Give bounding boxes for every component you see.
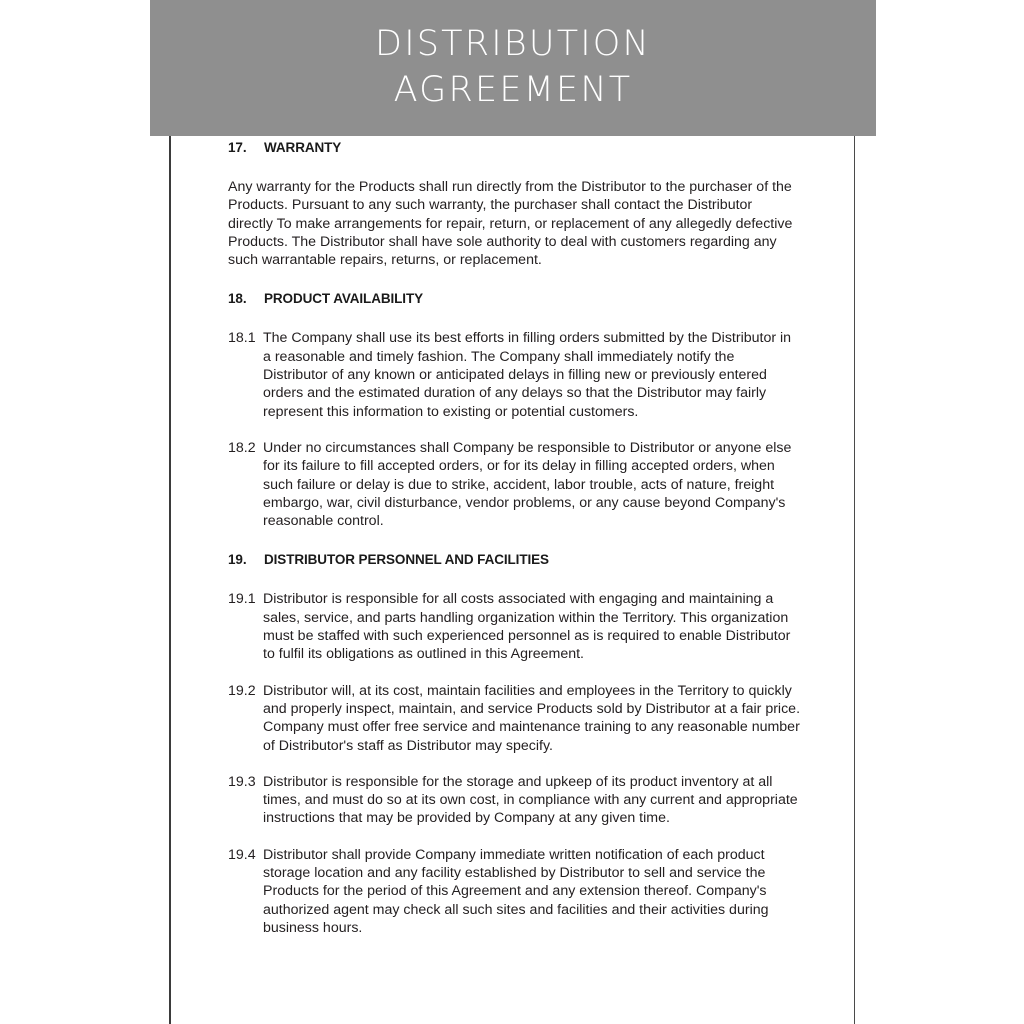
paragraph-text: Distributor is responsible for all costs associated with engaging and maintaining a sales, service, and parts handling organization within the Territory. This organization must be staffed with such experienced personnel as is required to enable Distributor to fulfil its obligations as outlined in this Agreement. (263, 591, 791, 663)
section-number: 17. (228, 140, 247, 155)
paragraph-number: 18.1 (228, 330, 256, 347)
section-number: 18. (228, 291, 247, 307)
section-heading (228, 291, 800, 306)
spacer (228, 530, 800, 552)
banner-title-line-2: AGREEMENT (393, 70, 633, 110)
section-title: WARRANTY (264, 140, 342, 155)
paragraph (228, 329, 800, 420)
paragraph-number: 19.3 (228, 773, 256, 790)
paragraph-text: Distributor shall provide Company immediate written notification of each product storage location and any facility established by Distributor to sell and service the Products for the period of this Agreement and any extension thereof. Company's authorized agent may check all such sites and facilities and their activities during business hours. (263, 846, 769, 936)
paragraph-text: Under no circumstances shall Company be responsible to Distributor or anyone else for its failure to fill accepted orders, or for its delay in filling accepted orders, when such failure or delay is due to strike, accident, labor trouble, acts of nature, freight embargo, war, civil disturbance, vendor problems, or any cause beyond Company's reasonable control. (263, 439, 792, 530)
section-heading (228, 552, 800, 567)
document-body (228, 140, 800, 937)
paragraph-text: Any warranty for the Products shall run directly from the Distributor to the purchaser of the Products. Pursuant to any such warranty, the purchaser shall contact the Distributor directly To make arrangements for repair, return, or replacement of any allegedly defective Products. The Distributor shall have sole authority to deal with customers regarding any such warrantable repairs, returns, or replacement. (228, 179, 793, 269)
section-title: PRODUCT AVAILABILITY (264, 291, 423, 307)
title-banner (150, 0, 876, 136)
spacer (228, 306, 800, 329)
spacer (228, 155, 800, 178)
spacer (228, 664, 800, 682)
spacer (228, 828, 800, 846)
paragraph (228, 846, 800, 937)
paragraph-number: 19.4 (228, 846, 256, 863)
spacer (228, 755, 800, 773)
spacer (228, 269, 800, 291)
paragraph-number: 18.2 (228, 439, 256, 456)
paragraph (228, 590, 800, 663)
spacer (228, 421, 800, 439)
section-title: DISTRIBUTOR PERSONNEL AND FACILITIES (264, 552, 549, 568)
paragraph (228, 178, 800, 269)
paragraph (228, 439, 800, 530)
paragraph-text: The Company shall use its best efforts in filling orders submitted by the Distributor in a reasonable and timely fashion. The Company shall immediately notify the Distributor of any known or anticipated delays in filling new or previously entered orders and the estimated duration of any delays so that the Distributor may fairly represent this information to existing or potential customers. (263, 330, 792, 420)
section-number: 19. (228, 552, 247, 568)
paragraph-text: Distributor will, at its cost, maintain facilities and employees in the Territory to quickly and properly inspect, maintain, and service Products sold by Distributor at a fair price. Company must offer free service and maintenance training to any reasonable number of Distributor's staff as Distributor may specify. (263, 682, 801, 754)
paragraph (228, 682, 800, 755)
paragraph (228, 773, 800, 828)
banner-title-line-1: DISTRIBUTION (375, 24, 651, 64)
paragraph-number: 19.2 (228, 682, 256, 699)
paragraph-text: Distributor is responsible for the storage and upkeep of its product inventory at all times, and must do so at its own cost, in compliance with any current and appropriate instructions that may be provided by Company at any given time. (263, 773, 798, 827)
paragraph-number: 19.1 (228, 591, 256, 608)
spacer (228, 567, 800, 590)
section-heading (228, 140, 800, 155)
